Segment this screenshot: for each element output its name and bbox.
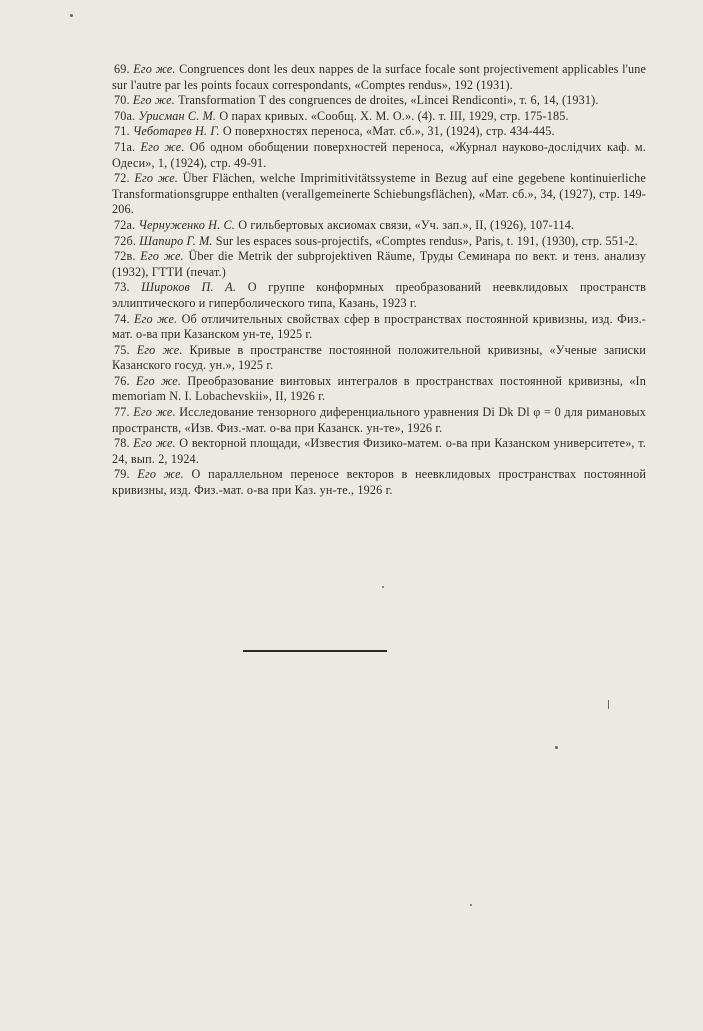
entry-number: 70. [114, 93, 130, 108]
entry-text: Sur les espaces sous-projectifs, «Comptes rendus», Paris, t. 191, (1930), стр. 551-2. [215, 233, 638, 248]
bib-entry-70a [112, 109, 646, 125]
entry-author: Его же. [134, 311, 178, 326]
bib-entry-79 [112, 467, 646, 498]
bib-entry-77 [112, 405, 646, 436]
entry-text: О гильбертовых аксиомах связи, «Уч. зап.», II, (1926), 107-114. [238, 217, 575, 232]
bib-entry-72b [112, 234, 646, 250]
entry-author: Его же. [137, 467, 184, 482]
bib-entry-78 [112, 436, 646, 467]
entry-author: Шапиро Г. М. [139, 233, 213, 248]
entry-author: Его же. [133, 62, 176, 76]
entry-text: О группе конформных преобразований неевклидовых пространств эллиптического и гиперболического типа, Казань, 1923 г. [112, 280, 647, 310]
bib-entry-69 [112, 62, 646, 93]
paper-speck [608, 700, 609, 709]
entry-number: 71а. [114, 139, 136, 154]
entry-number: 72в. [114, 249, 136, 264]
entry-text: Об отличительных свойствах сфер в пространствах постоянной кривизны, изд. Физ.-мат. о-ва при Казанском ун-те, 1925 г. [112, 311, 647, 342]
bib-entry-74 [112, 312, 646, 343]
entry-number: 73. [114, 280, 130, 295]
entry-text: Congruences dont les deux nappes de la surface focale sont projectivement applicables l'une sur l'autre par les points focaux correspondants, «Comptes rendus», 192 (1931). [112, 62, 646, 92]
entry-author: Его же. [134, 171, 178, 186]
entry-number: 69. [114, 62, 130, 76]
entry-author: Его же. [133, 436, 176, 451]
entry-text: Über die Metrik der subprojektiven Räume, Труды Семинара по вект. и тенз. анализу (1932), ГТТИ (печат.) [112, 249, 647, 279]
bib-entry-72a [112, 218, 646, 234]
entry-number: 70а. [114, 108, 136, 123]
entry-author: Чеботарев Н. Г. [132, 124, 220, 139]
entry-number: 75. [114, 342, 130, 357]
entry-author: Его же. [132, 93, 175, 108]
entry-text: Преобразование винтовых интегралов в пространствах постоянной кривизны, «In memoriam N. I. Lobachevskii», II, 1926 г. [112, 373, 647, 404]
bib-entry-73 [112, 280, 646, 311]
entry-author: Его же. [140, 249, 184, 264]
paper-speck [470, 904, 472, 906]
paper-speck [70, 14, 73, 17]
entry-text: О поверхностях переноса, «Мат. сб.», 31, (1924), стр. 434-445. [222, 124, 555, 139]
entry-text: Об одном обобщении поверхностей переноса, «Журнал науково-дослiдчих каф. м. Одеси», 1, (1924), стр. 49-91. [112, 139, 646, 170]
bib-entry-75 [112, 343, 646, 374]
entry-number: 72. [114, 171, 130, 186]
bib-entry-71a [112, 140, 646, 171]
entry-author: Его же. [136, 342, 183, 357]
entry-number: 72а. [114, 217, 136, 232]
entry-text: Transformation T des congruences de droites, «Lincei Rendiconti», т. 6, 14, (1931). [178, 93, 599, 108]
entry-author: Урисман С. М. [138, 108, 217, 123]
bib-entry-70 [112, 93, 646, 109]
entry-author: Широков П. А. [141, 280, 237, 295]
bib-entry-76 [112, 374, 646, 405]
section-divider-rule [243, 650, 387, 652]
entry-number: 71. [114, 124, 130, 139]
entry-text: О парах кривых. «Сообщ. Х. М. О.». (4). т. III, 1929, стр. 175-185. [219, 108, 569, 123]
entry-author: Чернуженко Н. С. [138, 217, 235, 232]
entry-number: 74. [114, 311, 130, 326]
entry-author: Его же. [140, 139, 185, 154]
entry-number: 77. [114, 405, 130, 420]
entry-number: 72б. [114, 233, 137, 248]
entry-number: 79. [114, 467, 130, 482]
entry-text: О параллельном переносе векторов в неевклидовых пространствах постоянной кривизны, изд. Физ.-мат. о-ва при Каз. ун-те., 1926 г. [112, 467, 647, 498]
paper-speck [555, 746, 558, 749]
entry-text: Кривые в пространстве постоянной положительной кривизны, «Ученые записки Казанского госуд. ун.», 1925 г. [112, 342, 646, 373]
entry-text: Über Flächen, welche Imprimitivitätssysteme in Bezug auf eine gegebene kontinuierliche Transformationsgruppe enthalten (verallgemeinerte Schiebungsflächen), «Мат. сб.», 34, (1927), стр. 149-206. [112, 171, 646, 217]
bib-entry-71 [112, 124, 646, 140]
paper-speck [382, 586, 384, 588]
entry-number: 76. [114, 373, 130, 388]
bib-entry-72 [112, 171, 646, 218]
entry-text: О векторной площади, «Известия Физико-матем. о-ва при Казанском университете», т. 24, вып. 2, 1924. [112, 436, 646, 466]
entry-text: Исследование тензорного диференциального уравнения Di Dk Dl φ = 0 для римановых пространств, «Изв. Физ.-мат. о-ва при Казанск. ун-те», 1926 г. [112, 405, 646, 435]
entry-number: 78. [114, 436, 130, 451]
entry-author: Его же. [135, 373, 182, 388]
bib-entry-72v [112, 249, 646, 280]
entry-author: Его же. [133, 405, 176, 420]
bibliography-list [112, 62, 646, 499]
